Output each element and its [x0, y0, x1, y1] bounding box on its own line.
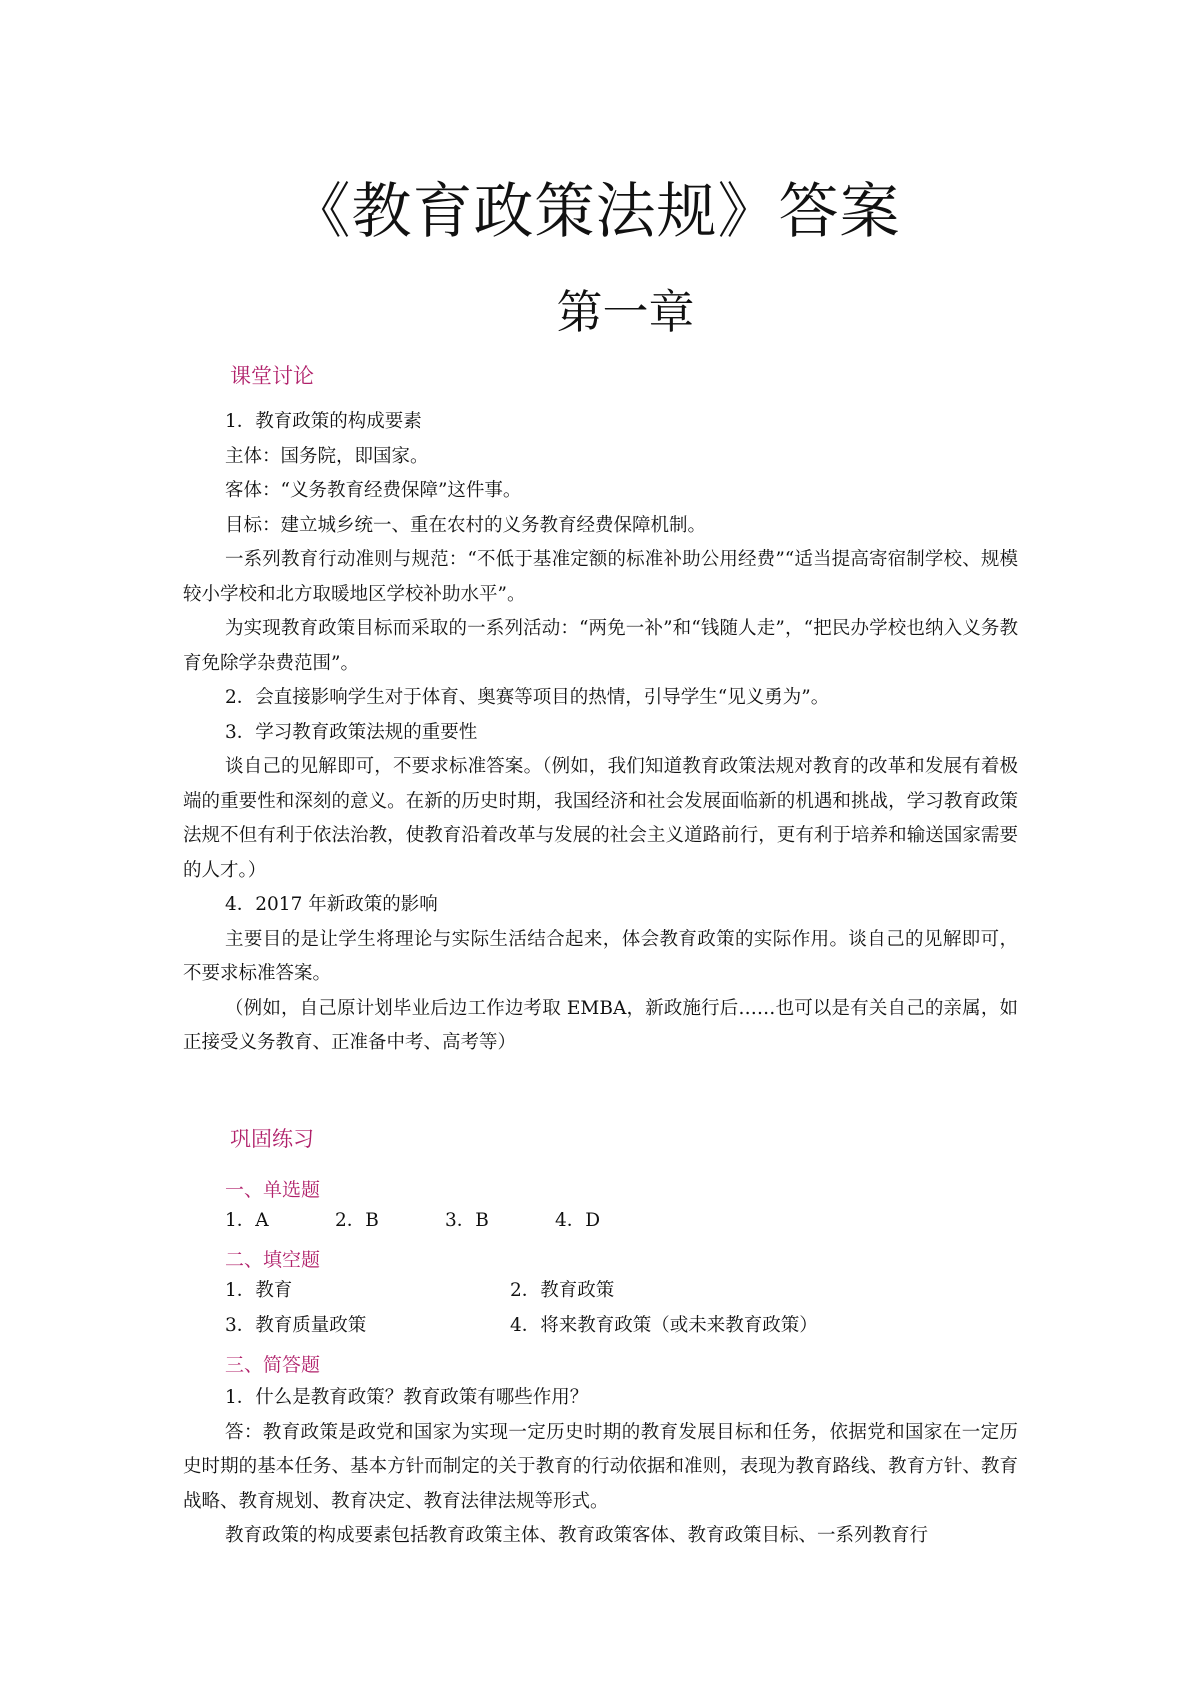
paragraph: 答：教育政策是政党和国家为实现一定历史时期的教育发展目标和任务，依据党和国家在一定历史时期的基本任务、基本方针而制定的关于教育的行动依据和准则，表现为教育路线、教育方针、教育战略、教育规划、教育决定、教育法律法规等形式。 [183, 1421, 1018, 1512]
paragraph: 为实现教育政策目标而采取的一系列活动：“两免一补”和“钱随人走”，“把民办学校也纳入义务教育免除学杂费范围”。 [183, 618, 1018, 674]
short-answer-body [183, 1381, 1018, 1554]
chapter-heading: 第一章 [556, 285, 695, 339]
paragraph: 1．教育政策的构成要素 [225, 411, 422, 432]
answer-item: 4．将来教育政策（或未来教育政策） [510, 1315, 818, 1336]
paragraph: 目标：建立城乡统一、重在农村的义务教育经费保障机制。 [225, 514, 707, 536]
paragraph: （例如，自己原计划毕业后边工作边考取 EMBA，新政施行后……也可以是有关自己的亲属，如正接受义务教育、正准备中考、高考等） [183, 997, 1018, 1053]
answer-item: 3．B [445, 1210, 489, 1231]
answer-item: 1．教育 [225, 1280, 293, 1301]
subheading-short-answer: 三、简答题 [225, 1354, 321, 1376]
answer-item: 2．教育政策 [510, 1280, 615, 1301]
section-heading-exercise: 巩固练习 [230, 1127, 314, 1151]
subheading-single-choice: 一、单选题 [225, 1179, 321, 1201]
discussion-body [183, 405, 1018, 1061]
section-heading-discussion: 课堂讨论 [230, 364, 314, 388]
paragraph: 1．什么是教育政策？教育政策有哪些作用？ [225, 1387, 589, 1408]
answer-item: 4．D [555, 1210, 601, 1231]
paragraph: 谈自己的见解即可，不要求标准答案。（例如，我们知道教育政策法规对教育的改革和发展有着极端的重要性和深刻的意义。在新的历史时期，我国经济和社会发展面临新的机遇和挑战，学习教育政策法规不但有利于依法治教，使教育沿着改革与发展的社会主义道路前行，更有利于培养和输送国家需要的人才。） [183, 756, 1018, 881]
paragraph: 一系列教育行动准则与规范：“不低于基准定额的标准补助公用经费”“适当提高寄宿制学校、规模较小学校和北方取暖地区学校补助水平”。 [183, 549, 1018, 605]
paragraph: 3．学习教育政策法规的重要性 [225, 721, 478, 743]
subheading-fill-blank: 二、填空题 [225, 1249, 321, 1271]
answer-item: 1．A [225, 1210, 269, 1231]
paragraph: 教育政策的构成要素包括教育政策主体、教育政策客体、教育政策目标、一系列教育行 [225, 1525, 929, 1546]
paragraph: 2．会直接影响学生对于体育、奥赛等项目的热情，引导学生“见义勇为”。 [225, 687, 830, 708]
answer-item: 3．教育质量政策 [225, 1315, 367, 1336]
paragraph: 主要目的是让学生将理论与实际生活结合起来，体会教育政策的实际作用。谈自己的见解即可，不要求标准答案。 [183, 928, 1018, 984]
document-title: 《教育政策法规》答案 [290, 177, 901, 247]
paragraph: 4．2017 年新政策的影响 [225, 894, 438, 915]
paragraph: 主体：国务院，即国家。 [225, 445, 429, 467]
answer-item: 2．B [335, 1210, 379, 1231]
paragraph: 客体：“义务教育经费保障”这件事。 [225, 480, 522, 501]
